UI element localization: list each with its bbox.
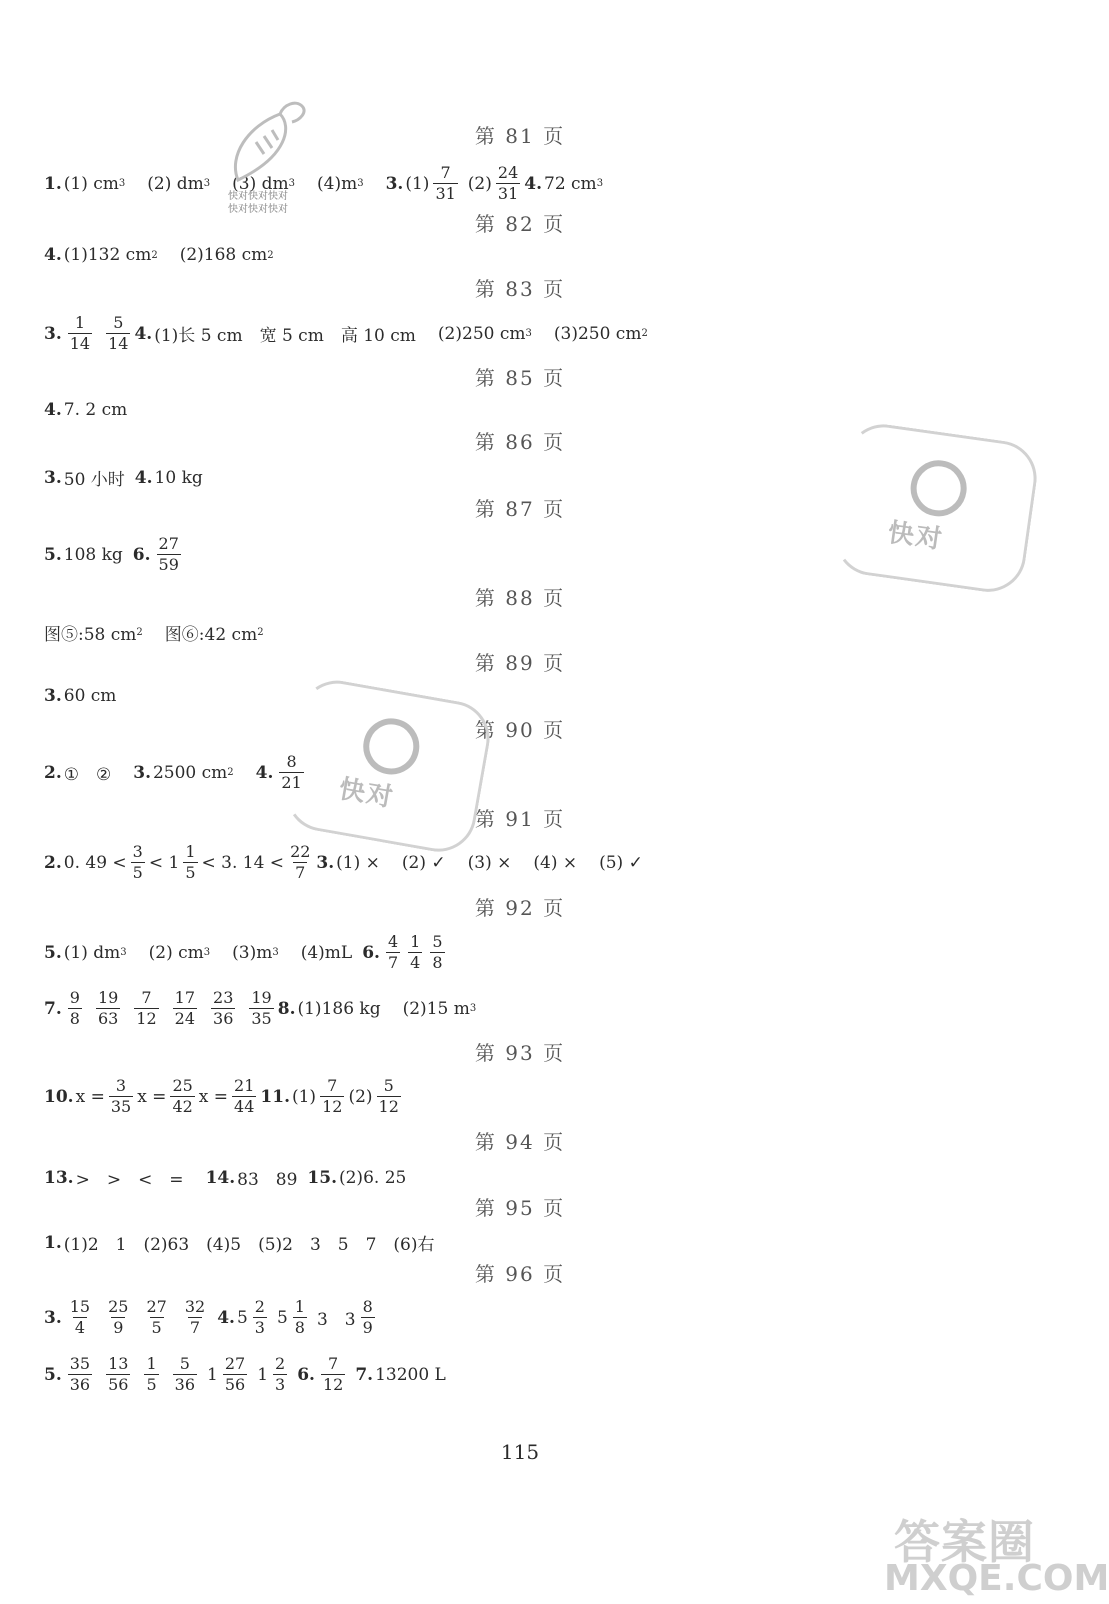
answer-line	[44, 163, 625, 204]
page-heading-95: 第 95 页	[474, 1196, 566, 1220]
fraction: $\frac{5}{12}$	[378, 1076, 399, 1116]
question-number: 4.	[255, 762, 274, 783]
answer-line	[44, 988, 498, 1029]
question-number: 4.	[134, 467, 153, 488]
answer-text: (3)250 cm	[553, 323, 642, 344]
answer-text: (1)	[291, 1086, 317, 1107]
fraction: $\frac{9}{8}$	[69, 988, 80, 1028]
answer-line	[44, 932, 449, 973]
fraction: $\frac{7}{12}$	[136, 988, 157, 1028]
exponent: 2	[136, 627, 143, 638]
answer-text: (4) ×	[533, 852, 578, 873]
mixed-number-whole: 1	[207, 1364, 218, 1385]
mixed-number-whole: 1	[257, 1364, 269, 1385]
page-heading-85: 第 85 页	[474, 366, 566, 390]
answer-line	[44, 752, 308, 793]
page-heading-89: 第 89 页	[474, 651, 566, 675]
fraction: $\frac{32}{7}$	[184, 1297, 206, 1337]
answer-text: x =	[198, 1086, 229, 1107]
fraction: $\frac{27}{5}$	[146, 1297, 167, 1337]
question-number: 15.	[307, 1167, 337, 1188]
answer-line	[44, 1165, 406, 1190]
question-number: 3.	[44, 323, 62, 344]
answer-line	[44, 465, 203, 490]
answer-text: 60 cm	[63, 686, 117, 706]
question-number: 4.	[44, 400, 62, 420]
question-number: 4.	[134, 323, 153, 344]
fraction: $\frac{27}{56}$	[224, 1354, 246, 1394]
fraction: $\frac{7}{12}$	[322, 1076, 343, 1116]
fraction: $\frac{5}{14}$	[108, 313, 129, 353]
exponent: 3	[288, 178, 296, 189]
answer-line	[44, 245, 296, 265]
exponent: 3	[357, 178, 364, 189]
kuaidui-watermark-label: 快对	[336, 774, 397, 814]
answer-text: (2)6. 25	[338, 1167, 407, 1188]
answer-text: x =	[137, 1086, 167, 1107]
answer-text: 13200 L	[375, 1364, 446, 1385]
answer-text: (5) ✓	[599, 852, 643, 873]
fraction: $\frac{1}{5}$	[146, 1354, 157, 1394]
answer-text: 0. 49 <	[63, 852, 127, 873]
kuaidui-watermark-right	[830, 420, 1039, 595]
page-heading-83: 第 83 页	[474, 277, 566, 301]
answer-text: (2)250 cm	[437, 323, 526, 344]
answer-text: 3 3	[316, 1310, 356, 1330]
exponent: 3	[120, 947, 127, 958]
page-heading-86: 第 86 页	[474, 430, 566, 454]
fraction: $\frac{1}{8}$	[294, 1297, 305, 1337]
fraction: $\frac{2}{3}$	[254, 1297, 265, 1337]
fraction: $\frac{25}{9}$	[108, 1297, 129, 1337]
answer-text: 72 cm	[544, 173, 597, 194]
page-heading-91: 第 91 页	[474, 807, 566, 831]
answer-line	[44, 1354, 446, 1395]
fraction: $\frac{8}{21}$	[281, 752, 302, 792]
exponent: 3	[525, 328, 532, 339]
answer-text: 2500 cm	[152, 762, 228, 783]
fraction: $\frac{8}{9}$	[362, 1297, 373, 1337]
exponent: 2	[257, 627, 264, 638]
fraction: $\frac{24}{31}$	[497, 163, 519, 203]
answer-text: (2)168 cm	[179, 245, 268, 265]
answer-text: (3) dm	[232, 173, 289, 194]
answer-line	[44, 620, 286, 645]
question-number: 7.	[355, 1364, 374, 1385]
answer-text: (4)m	[317, 173, 358, 194]
answer-text: (2)	[348, 1086, 373, 1107]
page-heading-92: 第 92 页	[474, 896, 566, 920]
answer-text: 108 kg	[63, 544, 123, 565]
exponent: 3	[596, 178, 604, 189]
answer-line	[44, 842, 665, 883]
kuaidui-watermark-label: 快对	[885, 517, 946, 556]
exponent: 2	[227, 767, 234, 778]
answer-text: (2) dm	[147, 173, 204, 194]
page-heading-93: 第 93 页	[474, 1041, 566, 1065]
fraction: $\frac{3}{35}$	[110, 1076, 132, 1116]
page-heading-94: 第 94 页	[474, 1130, 566, 1154]
corner-watermark-url: MXQE.COM	[884, 1558, 1109, 1599]
carrot-watermark-text: 快对快对快对 快对快对快对	[228, 191, 288, 215]
fraction: $\frac{4}{7}$	[387, 932, 399, 972]
fraction: $\frac{19}{35}$	[251, 988, 272, 1028]
exponent: 3	[469, 1003, 477, 1014]
question-number: 8.	[277, 998, 296, 1019]
kuaidui-watermark-center	[280, 675, 493, 856]
question-number: 6.	[297, 1364, 315, 1385]
question-number: 4.	[217, 1307, 235, 1328]
question-number: 14.	[205, 1167, 236, 1188]
answer-line	[44, 1297, 379, 1338]
answer-line	[44, 400, 127, 420]
answer-text: ① ②	[63, 765, 112, 785]
fraction: $\frac{25}{42}$	[172, 1076, 193, 1116]
fraction: $\frac{22}{7}$	[290, 842, 311, 882]
exponent: 2	[267, 249, 274, 261]
mixed-number-whole: 5	[236, 1307, 248, 1328]
answer-text: (2)15 m	[402, 998, 470, 1019]
fraction: $\frac{1}{14}$	[69, 313, 91, 353]
answer-text: (3) ×	[467, 852, 512, 873]
exponent: 3	[272, 947, 279, 958]
answer-text: < 1	[148, 852, 180, 873]
question-number: 7.	[44, 998, 62, 1019]
answer-text: (1) ×	[336, 852, 380, 873]
answer-text: < 3. 14 <	[201, 852, 285, 873]
page-heading-82: 第 82 页	[474, 212, 566, 236]
question-number: 5.	[44, 544, 62, 565]
page-heading-87: 第 87 页	[474, 497, 566, 521]
corner-watermark-logo: 答案圈	[894, 1515, 1035, 1569]
answer-text: 50 小时	[63, 470, 125, 490]
answer-text: 图⑥:42 cm	[164, 625, 258, 645]
fraction: $\frac{5}{36}$	[174, 1354, 196, 1394]
answer-text: > > < =	[75, 1170, 184, 1190]
question-number: 2.	[44, 762, 62, 783]
fraction: $\frac{1}{4}$	[410, 932, 421, 972]
page-number: 115	[500, 1440, 540, 1464]
page-heading-88: 第 88 页	[474, 586, 566, 610]
answer-line	[44, 1076, 405, 1117]
answer-line	[44, 534, 185, 575]
fraction: $\frac{23}{36}$	[213, 988, 234, 1028]
fraction: $\frac{27}{59}$	[158, 534, 179, 574]
mixed-number-whole: 5	[276, 1307, 288, 1328]
question-number: 3.	[44, 1307, 62, 1328]
question-number: 2.	[44, 852, 62, 873]
answer-text: x =	[75, 1086, 105, 1107]
answer-text: 7. 2 cm	[63, 400, 128, 420]
answer-text: 83 89	[237, 1170, 298, 1190]
answer-line	[44, 1230, 435, 1255]
exponent: 3	[118, 178, 126, 189]
page-heading-96: 第 96 页	[474, 1262, 566, 1286]
question-number: 6.	[132, 544, 151, 565]
answer-text: (1)	[405, 173, 430, 194]
answer-text: 图⑤:58 cm	[44, 625, 137, 645]
answer-text: (2)	[467, 173, 492, 194]
fraction: $\frac{17}{24}$	[174, 988, 196, 1028]
exponent: 2	[641, 328, 648, 339]
page-heading-90: 第 90 页	[474, 718, 566, 742]
fraction: $\frac{35}{36}$	[69, 1354, 91, 1394]
question-number: 3.	[385, 173, 404, 194]
page-heading-81: 第 81 页	[474, 124, 566, 148]
question-number: 4.	[524, 173, 542, 194]
answer-text: (2) ✓	[401, 852, 446, 873]
fraction: $\frac{13}{56}$	[108, 1354, 129, 1394]
question-number: 1.	[44, 1232, 62, 1253]
answer-text: (4)mL	[300, 942, 353, 963]
question-number: 3.	[44, 467, 62, 488]
answer-text: (1) dm	[63, 942, 121, 963]
question-number: 13.	[44, 1167, 74, 1188]
question-number: 10.	[44, 1086, 74, 1107]
exponent: 3	[203, 178, 211, 189]
answer-text: (1)186 kg	[297, 998, 381, 1019]
question-number: 3.	[44, 686, 62, 706]
answer-line	[44, 313, 670, 354]
question-number: 11.	[260, 1086, 290, 1107]
answer-text: (1) cm	[63, 173, 119, 194]
answer-text: (1)2 1 (2)63 (4)5 (5)2 3 5 7 (6)右	[63, 1235, 435, 1255]
question-number: 5.	[44, 1364, 62, 1385]
question-number: 4.	[44, 245, 62, 265]
fraction: $\frac{3}{5}$	[132, 842, 143, 882]
carrot-watermark-icon	[218, 96, 314, 196]
answer-text: (3)m	[232, 942, 273, 963]
fraction: $\frac{15}{4}$	[69, 1297, 91, 1337]
fraction: $\frac{2}{3}$	[275, 1354, 286, 1394]
answer-line	[44, 686, 116, 706]
fraction: $\frac{21}{44}$	[234, 1076, 255, 1116]
fraction: $\frac{7}{31}$	[435, 163, 456, 203]
fraction: $\frac{1}{5}$	[185, 842, 196, 882]
fraction: $\frac{5}{8}$	[432, 932, 443, 972]
answer-text: 10 kg	[154, 467, 203, 488]
exponent: 2	[151, 249, 158, 261]
question-number: 5.	[44, 942, 62, 963]
question-number: 3.	[316, 852, 335, 873]
question-number: 1.	[44, 173, 62, 194]
question-number: 6.	[362, 942, 380, 963]
question-number: 3.	[133, 762, 151, 783]
fraction: $\frac{7}{12}$	[322, 1354, 344, 1394]
answer-text: (1)长 5 cm 宽 5 cm 高 10 cm	[154, 326, 416, 346]
fraction: $\frac{19}{63}$	[97, 988, 119, 1028]
answer-text: (2) cm	[148, 942, 204, 963]
exponent: 3	[203, 947, 211, 958]
answer-text: (1)132 cm	[63, 245, 152, 265]
